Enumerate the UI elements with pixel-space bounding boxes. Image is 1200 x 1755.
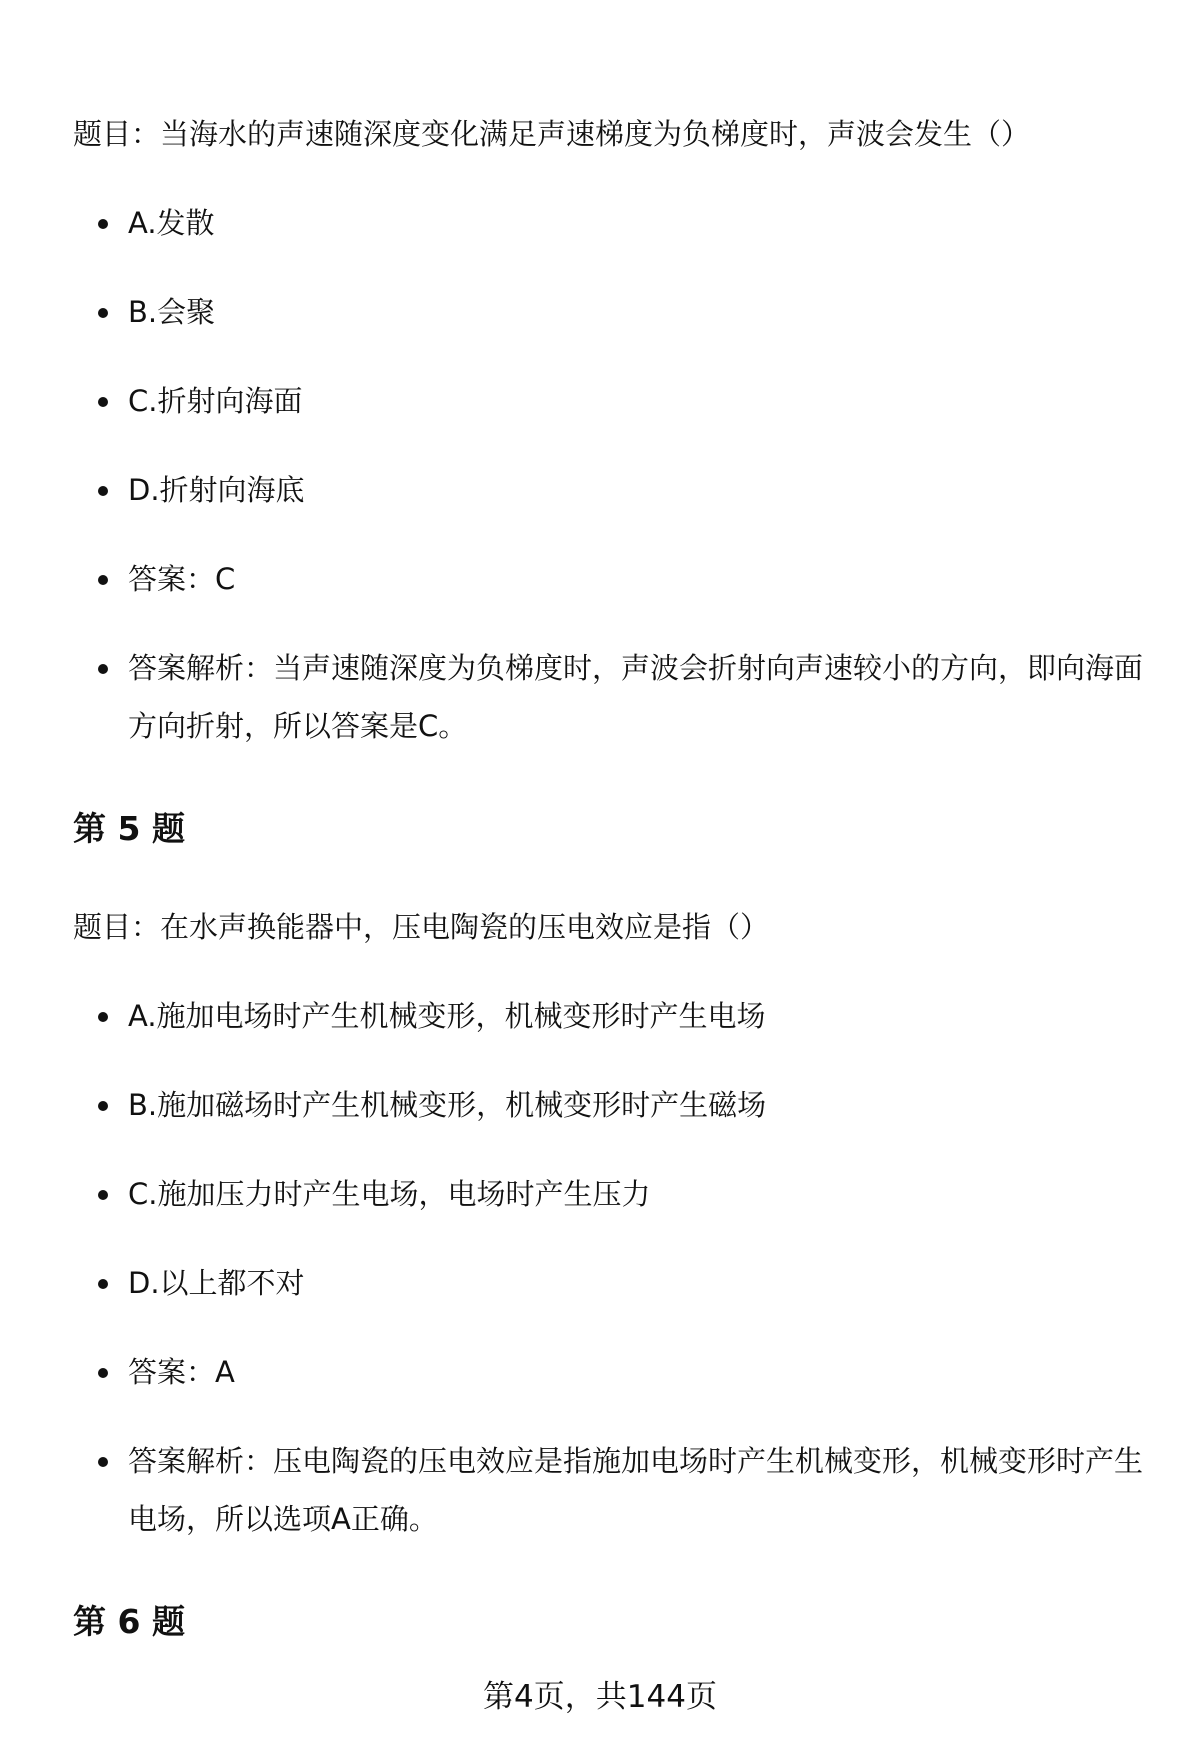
question-4-option-a: A.发散: [128, 194, 1143, 252]
question-4-option-d: D.折射向海底: [128, 461, 1143, 519]
page-number-footer: 第4页，共144页: [483, 1679, 717, 1715]
question-5-option-a: A.施加电场时产生机械变形，机械变形时产生电场: [128, 987, 1143, 1045]
question-5-heading: 第 5 题: [73, 809, 185, 848]
question-4-answer: 答案：C: [128, 550, 1143, 608]
question-4-title: 题目：当海水的声速随深度变化满足声速梯度为负梯度时，声波会发生（）: [73, 117, 1031, 151]
question-5-option-b: B.施加磁场时产生机械变形，机械变形时产生磁场: [128, 1076, 1143, 1134]
question-5-explanation: 答案解析：压电陶瓷的压电效应是指施加电场时产生机械变形，机械变形时产生电场，所以选项A正确。: [128, 1432, 1143, 1548]
question-4-explanation: 答案解析：当声速随深度为负梯度时，声波会折射向声速较小的方向，即向海面方向折射，所以答案是C。: [128, 639, 1143, 755]
question-5-option-c: C.施加压力时产生电场，电场时产生压力: [128, 1165, 1143, 1223]
question-5-title: 题目：在水声换能器中，压电陶瓷的压电效应是指（）: [73, 910, 770, 944]
question-5-answer: 答案：A: [128, 1343, 1143, 1401]
question-5-option-d: D.以上都不对: [128, 1254, 1143, 1312]
question-6-heading: 第 6 题: [73, 1602, 185, 1641]
question-4-option-b: B.会聚: [128, 283, 1143, 341]
question-4-option-c: C.折射向海面: [128, 372, 1143, 430]
